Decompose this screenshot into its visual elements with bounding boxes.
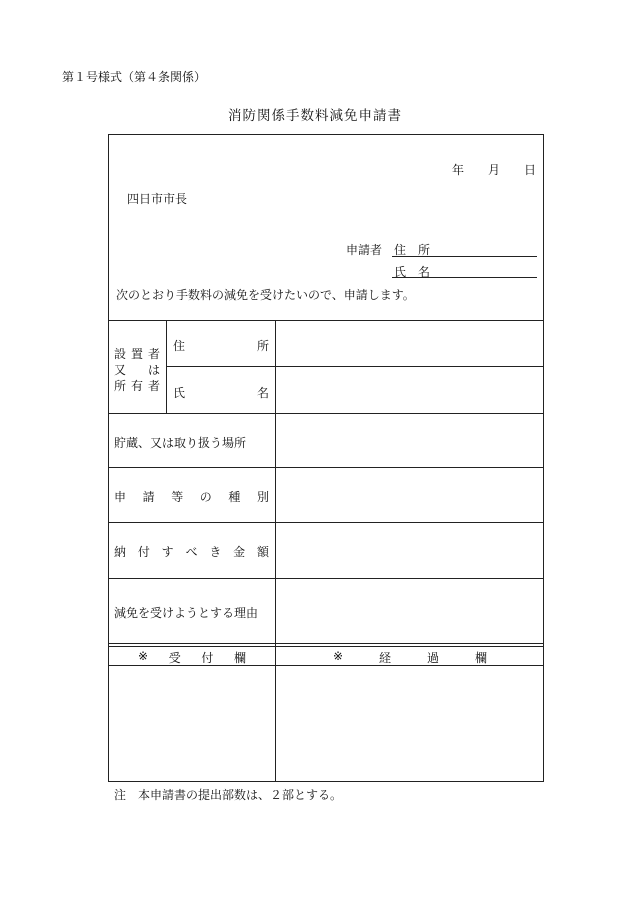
amount-char: 額 — [256, 545, 269, 559]
applicant-label: 申請者 — [346, 243, 383, 257]
type-char: 申 — [114, 490, 127, 504]
note-mark: ※ — [138, 649, 149, 663]
applicant-name-label: 氏 名 — [394, 265, 431, 279]
reason-label: 減免を受けようとする理由 — [114, 606, 259, 620]
owner-label-char: 所 — [114, 379, 127, 393]
progress-char: 過 — [426, 651, 439, 665]
owner-address-label — [173, 337, 269, 354]
owner-label-char: 置 — [130, 347, 143, 361]
owner-address-char: 住 — [173, 339, 186, 353]
amount-char: 納 — [114, 545, 127, 559]
owner-name-char: 名 — [256, 386, 269, 400]
owner-label-char: 者 — [147, 379, 160, 393]
type-char: 種 — [228, 490, 241, 504]
applicant-address-label: 住 所 — [394, 243, 431, 257]
owner-label-line-1 — [114, 345, 160, 362]
progress-char: 欄 — [474, 651, 487, 665]
application-type-field[interactable] — [276, 468, 543, 522]
owner-name-label — [173, 384, 269, 401]
reception-char: 欄 — [233, 651, 246, 665]
type-char: 請 — [142, 490, 155, 504]
applicant-address-line[interactable] — [392, 256, 537, 257]
amount-char: す — [161, 545, 174, 559]
year-label: 年 — [452, 163, 465, 177]
date-fields — [452, 161, 536, 178]
divider-reason-2 — [108, 646, 544, 647]
owner-address-field[interactable] — [276, 321, 543, 366]
owner-name-char: 氏 — [173, 386, 186, 400]
reception-header — [138, 649, 246, 666]
amount-char: 付 — [137, 545, 150, 559]
owner-label-char: 者 — [147, 347, 160, 361]
divider-reason-1 — [108, 643, 544, 644]
owner-label-line-2 — [114, 361, 160, 378]
reception-char: 付 — [201, 651, 214, 665]
owner-address-char: 所 — [256, 339, 269, 353]
addressee: 四日市市長 — [127, 192, 188, 206]
form-title: 消防関係手数料減免申請書 — [228, 108, 402, 124]
progress-char: 経 — [379, 651, 392, 665]
reception-field[interactable] — [109, 666, 274, 781]
owner-label-char: 設 — [114, 347, 127, 361]
note-mark: ※ — [333, 649, 344, 663]
progress-field[interactable] — [276, 666, 543, 781]
amount-char: き — [209, 545, 222, 559]
type-char: 別 — [256, 490, 269, 504]
owner-label-char: は — [147, 363, 160, 377]
owner-label-divider — [166, 320, 167, 413]
type-char: 等 — [171, 490, 184, 504]
request-text: 次のとおり手数料の減免を受けたいので、申請します。 — [116, 288, 415, 302]
reception-char: 受 — [168, 651, 181, 665]
storage-place-label: 貯蔵、又は取り扱う場所 — [114, 436, 247, 450]
application-type-label — [114, 488, 269, 505]
amount-char: 金 — [233, 545, 246, 559]
storage-place-field[interactable] — [276, 414, 543, 467]
owner-label-char: 有 — [130, 379, 143, 393]
day-label: 日 — [523, 163, 536, 177]
amount-char: べ — [185, 545, 198, 559]
type-char: の — [199, 490, 212, 504]
owner-name-field[interactable] — [276, 367, 543, 413]
amount-field[interactable] — [276, 523, 543, 578]
owner-label-char: 又 — [114, 363, 127, 377]
form-number: 第１号様式（第４条関係） — [62, 70, 207, 84]
applicant-name-line[interactable] — [392, 277, 537, 278]
amount-label — [114, 543, 269, 560]
reason-field[interactable] — [276, 579, 543, 643]
progress-header — [333, 649, 487, 666]
footnote: 注 本申請書の提出部数は、２部とする。 — [114, 788, 343, 802]
owner-label-line-3 — [114, 377, 160, 394]
month-label: 月 — [487, 163, 500, 177]
